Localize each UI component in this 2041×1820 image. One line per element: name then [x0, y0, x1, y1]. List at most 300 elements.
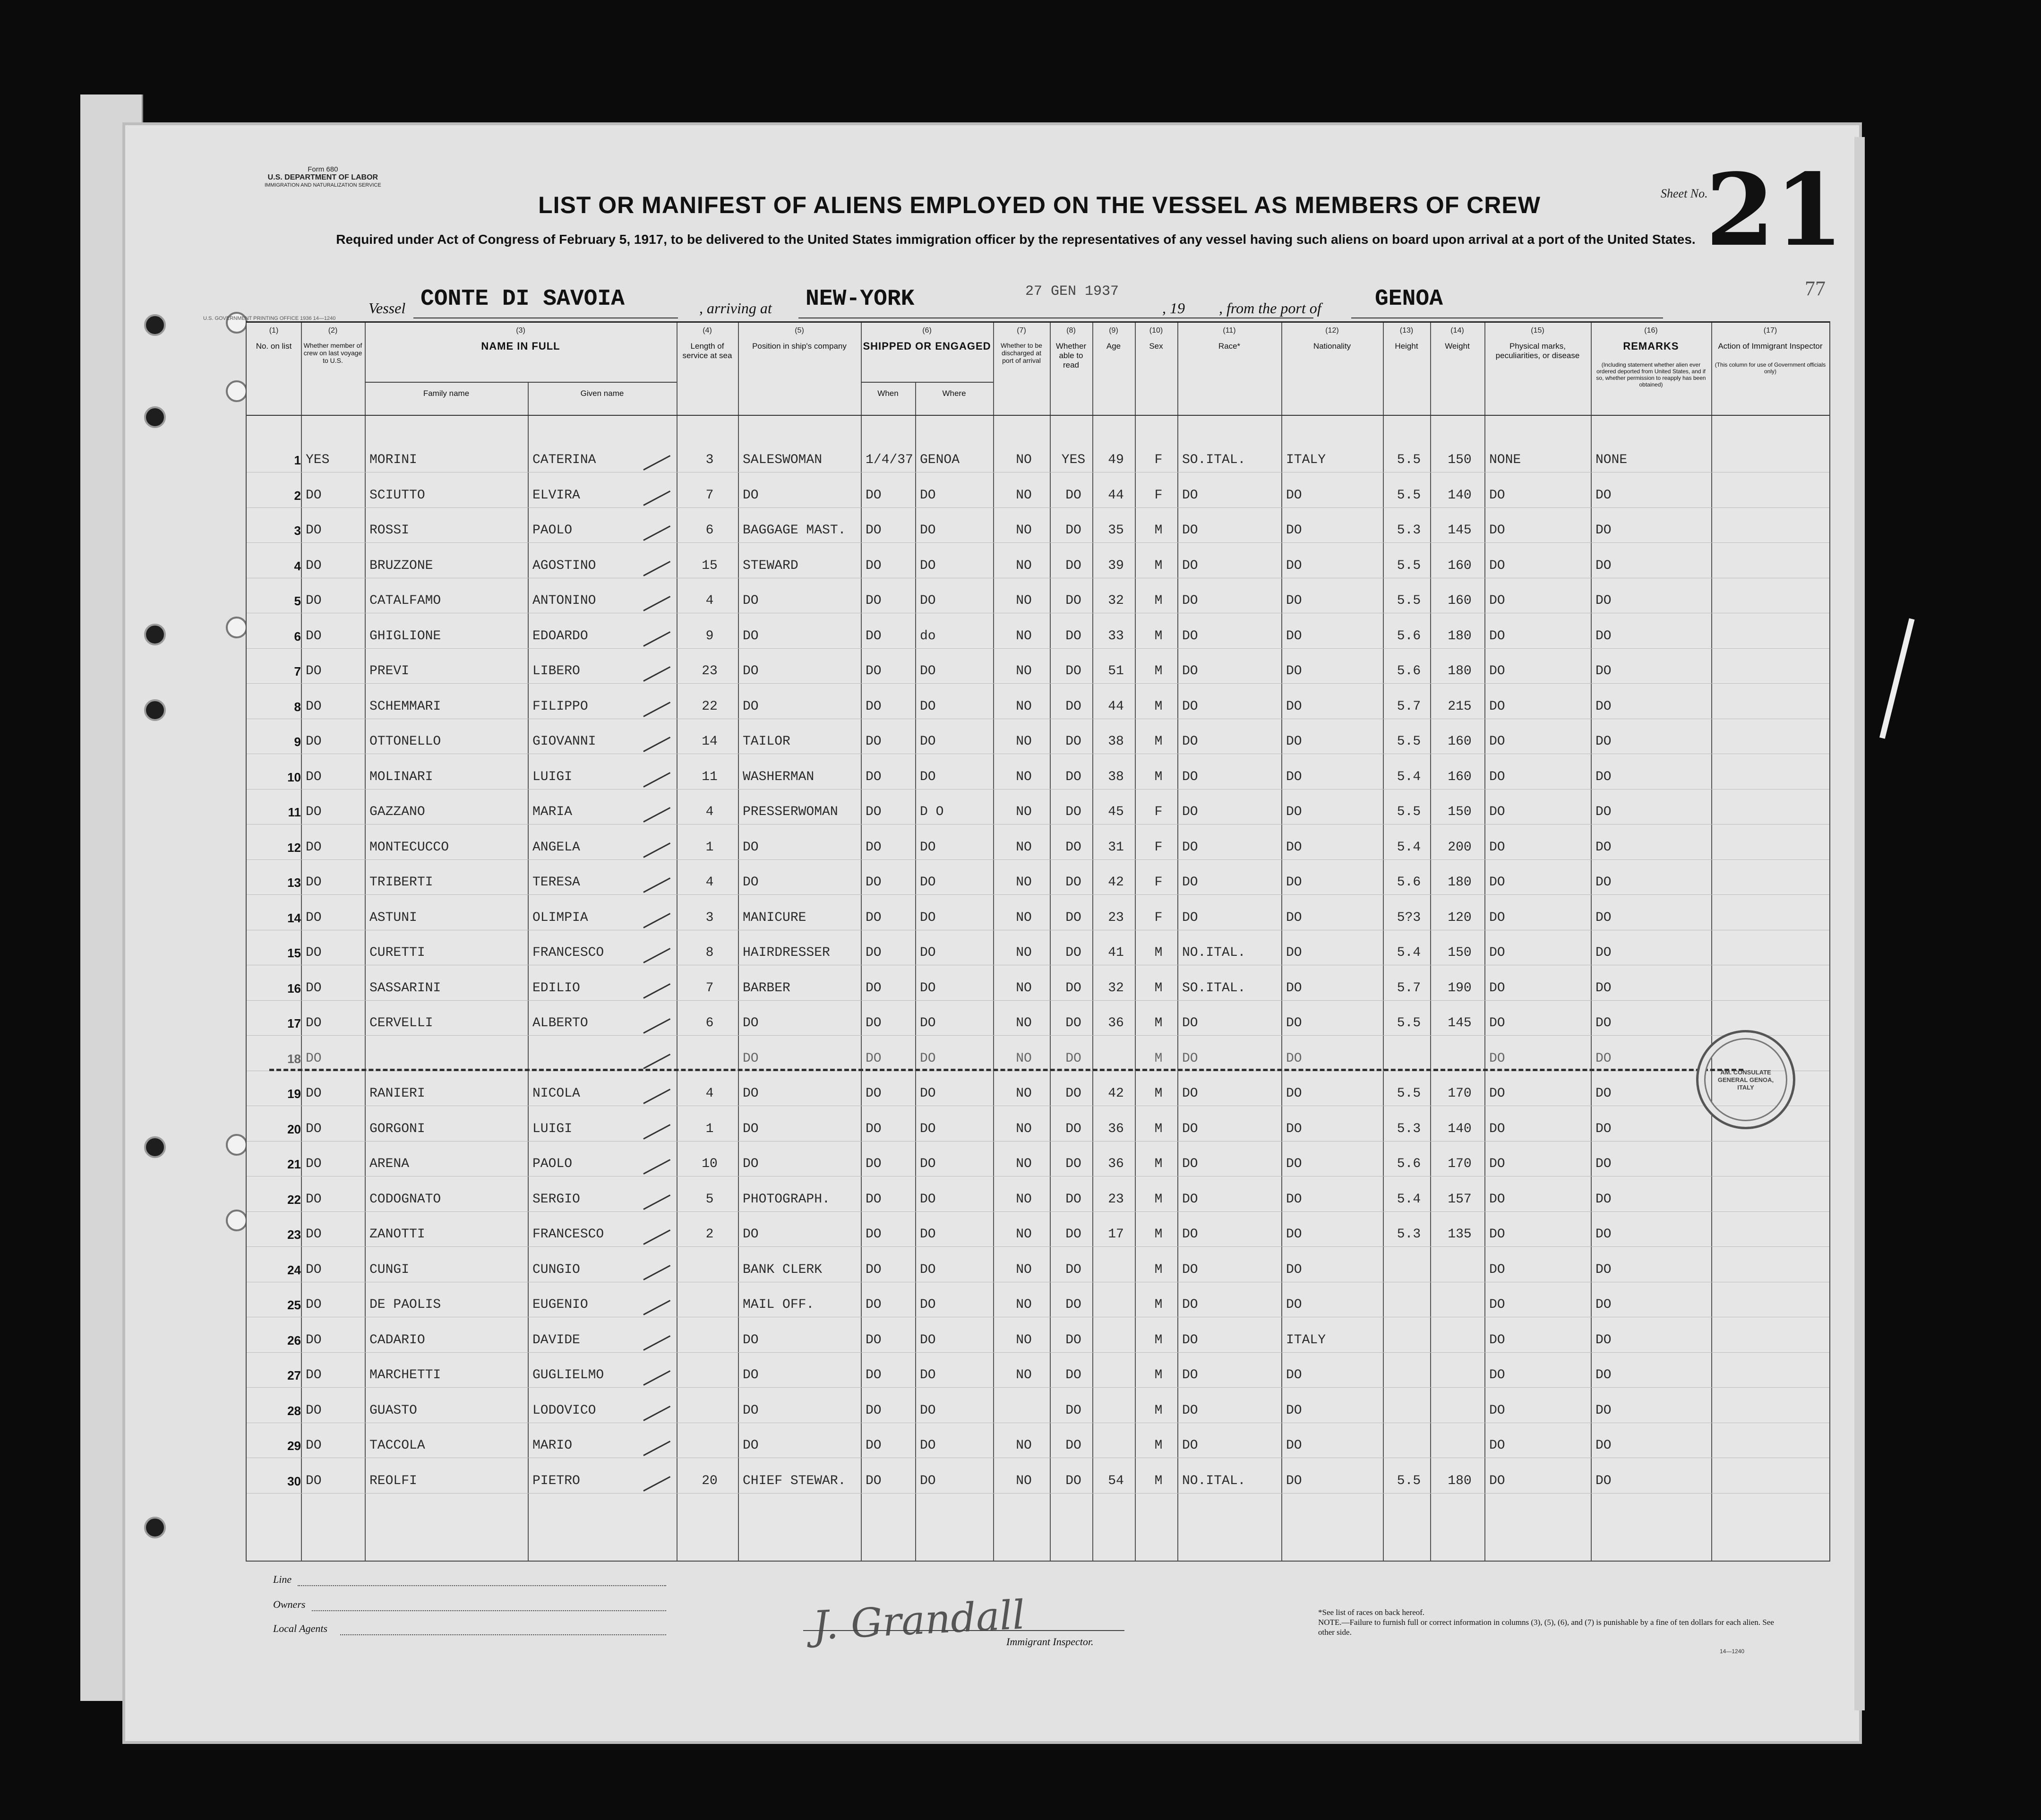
service-length-cell: 4: [705, 805, 714, 819]
family-name-cell: CADARIO: [369, 1333, 425, 1348]
family-name-cell: BRUZZONE: [369, 558, 433, 573]
column-header: Length of service at sea: [682, 342, 732, 360]
family-name-cell: DE PAOLIS: [369, 1298, 441, 1312]
row-rule: [247, 1211, 1829, 1212]
shipped-where-cell: GENOA: [920, 453, 960, 467]
bureau-name: IMMIGRATION AND NATURALIZATION SERVICE: [265, 182, 381, 188]
sex-cell: M: [1154, 1122, 1163, 1136]
race-cell: DO: [1182, 664, 1198, 678]
nationality-cell: DO: [1286, 488, 1302, 503]
sub-column-divider: [528, 382, 529, 1561]
shipped-when-cell: DO: [866, 1333, 882, 1348]
age-cell: 38: [1108, 770, 1124, 784]
column-divider: [1591, 323, 1592, 1561]
shipped-where-cell: DO: [920, 558, 936, 573]
arriving-port: NEW-YORK: [806, 286, 915, 312]
family-name-cell: RANIERI: [369, 1087, 425, 1101]
family-name-cell: MARCHETTI: [369, 1368, 441, 1382]
discharged-cell: NO: [1016, 1051, 1032, 1066]
shipped-when-cell: 1/4/37: [866, 453, 913, 467]
physical-marks-cell: DO: [1489, 1403, 1505, 1418]
last-voyage-cell: DO: [306, 1228, 322, 1242]
nationality-cell: DO: [1286, 1157, 1302, 1171]
shipped-where-cell: do: [920, 629, 936, 644]
sex-cell: M: [1154, 1439, 1163, 1453]
document-subtitle: Required under Act of Congress of February 5, 1917, to be delivered to the United States immigration officer by the representatives of any vessel having such aliens on board upon arrival at a port of the United States.: [336, 232, 1696, 247]
sex-cell: M: [1154, 1368, 1163, 1382]
sex-cell: M: [1154, 735, 1163, 749]
position-cell: SALESWOMAN: [743, 453, 823, 467]
sub-column-header: Given name: [580, 389, 624, 398]
shipped-when-cell: DO: [866, 1087, 882, 1101]
race-cell: DO: [1182, 1192, 1198, 1207]
last-voyage-cell: DO: [306, 1122, 322, 1136]
row-rule: [247, 894, 1829, 895]
discharged-cell: NO: [1016, 1157, 1032, 1171]
height-cell: 5.5: [1397, 594, 1421, 608]
given-name-cell: PAOLO: [532, 524, 573, 538]
service-length-cell: 11: [702, 770, 718, 784]
able-to-read-cell: DO: [1065, 1403, 1081, 1418]
sex-cell: M: [1154, 1403, 1163, 1418]
line-field[interactable]: [298, 1585, 666, 1586]
form-number: Form 680: [308, 165, 338, 173]
family-name-cell: MORINI: [369, 453, 417, 467]
race-cell: DO: [1182, 1439, 1198, 1453]
family-name-cell: ASTUNI: [369, 910, 417, 925]
height-cell: 5.3: [1397, 1122, 1421, 1136]
row-rule: [247, 648, 1829, 649]
remarks-cell: DO: [1595, 699, 1612, 714]
height-cell: 5.3: [1397, 524, 1421, 538]
shipped-when-cell: DO: [866, 735, 882, 749]
race-cell: DO: [1182, 629, 1198, 644]
able-to-read-cell: DO: [1065, 1298, 1081, 1312]
weight-cell: 145: [1448, 524, 1472, 538]
discharged-cell: NO: [1016, 1122, 1032, 1136]
able-to-read-cell: DO: [1065, 1192, 1081, 1207]
race-cell: DO: [1182, 1228, 1198, 1242]
height-cell: 5.4: [1397, 1192, 1421, 1207]
nationality-cell: DO: [1286, 840, 1302, 855]
sex-cell: M: [1154, 629, 1163, 644]
column-number: (13): [1399, 326, 1414, 335]
sex-cell: M: [1154, 699, 1163, 714]
age-cell: 45: [1108, 805, 1124, 819]
position-cell: BARBER: [743, 981, 790, 996]
able-to-read-cell: DO: [1065, 910, 1081, 925]
height-cell: 5.4: [1397, 840, 1421, 855]
nationality-cell: DO: [1286, 629, 1302, 644]
remarks-cell: DO: [1595, 524, 1612, 538]
race-cell: DO: [1182, 699, 1198, 714]
row-number: 17: [287, 1016, 301, 1030]
given-name-cell: SERGIO: [532, 1192, 580, 1207]
shipped-when-cell: DO: [866, 1051, 882, 1066]
position-cell: DO: [743, 1087, 759, 1101]
row-number: 22: [287, 1192, 301, 1207]
physical-marks-cell: DO: [1489, 1474, 1505, 1488]
family-name-cell: PREVI: [369, 664, 410, 678]
last-voyage-cell: DO: [306, 946, 322, 960]
sex-cell: M: [1154, 981, 1163, 996]
sex-cell: M: [1154, 1016, 1163, 1030]
arrival-date-stamp: 27 GEN 1937: [1025, 283, 1119, 300]
remarks-cell: DO: [1595, 1192, 1612, 1207]
row-number: 6: [294, 629, 301, 644]
row-number: 4: [294, 558, 301, 573]
race-cell: DO: [1182, 1051, 1198, 1066]
family-name-cell: GAZZANO: [369, 805, 425, 819]
binder-hole: [144, 406, 166, 428]
service-length-cell: 1: [705, 840, 714, 855]
position-cell: STEWARD: [743, 558, 798, 573]
age-cell: 44: [1108, 488, 1124, 503]
family-name-cell: CERVELLI: [369, 1016, 433, 1030]
column-number: (12): [1325, 326, 1339, 335]
shipped-when-cell: DO: [866, 1439, 882, 1453]
last-voyage-cell: DO: [306, 840, 322, 855]
given-name-cell: LUIGI: [532, 1122, 573, 1136]
physical-marks-cell: DO: [1489, 1228, 1505, 1242]
remarks-cell: DO: [1595, 946, 1612, 960]
remarks-cell: DO: [1595, 594, 1612, 608]
shipped-when-cell: DO: [866, 876, 882, 890]
discharged-cell: NO: [1016, 1087, 1032, 1101]
nationality-cell: DO: [1286, 910, 1302, 925]
given-name-cell: MARIA: [532, 805, 573, 819]
column-header: No. on list: [256, 342, 292, 351]
arriving-label: , arriving at: [699, 300, 772, 317]
inspector-signature: J. Grandall: [811, 1591, 1026, 1649]
row-number: 9: [294, 735, 301, 749]
page-mark: 77: [1805, 277, 1826, 300]
race-cell: DO: [1182, 1016, 1198, 1030]
weight-cell: 145: [1448, 1016, 1472, 1030]
discharged-cell: NO: [1016, 1474, 1032, 1488]
sheet-number: 21: [1706, 152, 1844, 268]
able-to-read-cell: DO: [1065, 1016, 1081, 1030]
shipped-when-cell: DO: [866, 1228, 882, 1242]
shipped-where-cell: DO: [920, 876, 936, 890]
position-cell: MAIL OFF.: [743, 1298, 815, 1312]
remarks-cell: DO: [1595, 981, 1612, 996]
nationality-cell: DO: [1286, 770, 1302, 784]
sex-cell: M: [1154, 1051, 1163, 1066]
physical-marks-cell: DO: [1489, 1439, 1505, 1453]
from-port: GENOA: [1375, 286, 1443, 312]
given-name-cell: TERESA: [532, 876, 580, 890]
last-voyage-cell: DO: [306, 558, 322, 573]
column-header: REMARKS: [1623, 340, 1679, 352]
physical-marks-cell: DO: [1489, 1192, 1505, 1207]
crew-manifest-table: [246, 321, 1830, 1562]
shipped-where-cell: DO: [920, 524, 936, 538]
service-length-cell: 14: [702, 735, 718, 749]
position-cell: DO: [743, 1228, 759, 1242]
last-voyage-cell: DO: [306, 981, 322, 996]
shipped-where-cell: DO: [920, 735, 936, 749]
last-voyage-cell: DO: [306, 1192, 322, 1207]
last-voyage-cell: DO: [306, 524, 322, 538]
sex-cell: F: [1154, 876, 1163, 890]
row-number: 5: [294, 594, 301, 608]
discharged-cell: NO: [1016, 664, 1032, 678]
nationality-cell: DO: [1286, 1122, 1302, 1136]
last-voyage-cell: DO: [306, 770, 322, 784]
nationality-cell: DO: [1286, 805, 1302, 819]
row-number: 25: [287, 1298, 301, 1312]
column-number: (16): [1644, 326, 1658, 335]
column-divider: [1050, 323, 1051, 1561]
able-to-read-cell: DO: [1065, 1474, 1081, 1488]
sex-cell: M: [1154, 770, 1163, 784]
row-number: 2: [294, 488, 301, 503]
age-cell: 17: [1108, 1228, 1124, 1242]
service-length-cell: 20: [702, 1474, 718, 1488]
strike-through-line: [269, 1069, 1743, 1071]
height-cell: 5.4: [1397, 770, 1421, 784]
race-cell: DO: [1182, 594, 1198, 608]
column-number: (8): [1066, 326, 1076, 335]
row-rule: [247, 1141, 1829, 1142]
remarks-cell: DO: [1595, 910, 1612, 925]
column-number: (5): [795, 326, 804, 335]
discharged-cell: NO: [1016, 910, 1032, 925]
remarks-cell: DO: [1595, 1051, 1612, 1066]
able-to-read-cell: DO: [1065, 699, 1081, 714]
family-name-cell: TRIBERTI: [369, 876, 433, 890]
position-cell: DO: [743, 1333, 759, 1348]
discharged-cell: NO: [1016, 1333, 1032, 1348]
column-divider: [1383, 323, 1384, 1561]
service-length-cell: 3: [705, 910, 714, 925]
row-rule: [247, 1000, 1829, 1001]
race-cell: DO: [1182, 1087, 1198, 1101]
remarks-cell: DO: [1595, 1087, 1612, 1101]
able-to-read-cell: DO: [1065, 1122, 1081, 1136]
sex-cell: M: [1154, 1228, 1163, 1242]
physical-marks-cell: DO: [1489, 1157, 1505, 1171]
given-name-cell: FRANCESCO: [532, 1228, 604, 1242]
nationality-cell: DO: [1286, 524, 1302, 538]
sex-cell: F: [1154, 805, 1163, 819]
sex-cell: M: [1154, 664, 1163, 678]
age-cell: 31: [1108, 840, 1124, 855]
binder-hole: [226, 1210, 248, 1231]
column-header: SHIPPED OR ENGAGED: [863, 340, 991, 352]
family-name-cell: MONTECUCCO: [369, 840, 449, 855]
service-length-cell: 4: [705, 1087, 714, 1101]
given-name-cell: ANGELA: [532, 840, 580, 855]
sheet-label: Sheet No.: [1661, 187, 1708, 200]
nationality-cell: DO: [1286, 1368, 1302, 1382]
column-number: (11): [1223, 326, 1236, 335]
column-divider: [1430, 323, 1431, 1561]
position-cell: HAIRDRESSER: [743, 946, 830, 960]
given-name-cell: EUGENIO: [532, 1298, 588, 1312]
column-number: (9): [1109, 326, 1118, 335]
family-name-cell: ROSSI: [369, 524, 410, 538]
column-number: (17): [1763, 326, 1777, 335]
given-name-cell: ALBERTO: [532, 1016, 588, 1030]
column-number: (3): [516, 326, 525, 335]
department-name: U.S. DEPARTMENT OF LABOR: [267, 173, 378, 181]
family-name-cell: TACCOLA: [369, 1439, 425, 1453]
binder-hole: [144, 1136, 166, 1158]
height-cell: 5.5: [1397, 488, 1421, 503]
column-divider: [1711, 323, 1712, 1561]
shipped-when-cell: DO: [866, 488, 882, 503]
last-voyage-cell: DO: [306, 1157, 322, 1171]
row-number: 12: [287, 840, 301, 855]
position-cell: MANICURE: [743, 910, 806, 925]
race-cell: DO: [1182, 1157, 1198, 1171]
race-cell: DO: [1182, 805, 1198, 819]
local-agents-field[interactable]: [340, 1634, 666, 1635]
nationality-cell: ITALY: [1286, 453, 1326, 467]
sex-cell: M: [1154, 524, 1163, 538]
discharged-cell: NO: [1016, 1016, 1032, 1030]
weight-cell: 120: [1448, 910, 1472, 925]
last-voyage-cell: DO: [306, 1474, 322, 1488]
remarks-cell: NONE: [1595, 453, 1628, 467]
shipped-when-cell: DO: [866, 629, 882, 644]
race-cell: SO.ITAL.: [1182, 453, 1246, 467]
remarks-cell: DO: [1595, 1122, 1612, 1136]
able-to-read-cell: DO: [1065, 1051, 1081, 1066]
discharged-cell: NO: [1016, 1228, 1032, 1242]
age-cell: 42: [1108, 876, 1124, 890]
row-number: 30: [287, 1474, 301, 1488]
service-length-cell: 7: [705, 981, 714, 996]
vessel-info-line: [369, 283, 1691, 321]
discharged-cell: NO: [1016, 840, 1032, 855]
shipped-where-cell: DO: [920, 770, 936, 784]
weight-cell: 190: [1448, 981, 1472, 996]
column-number: (6): [922, 326, 932, 335]
family-name-cell: CUNGI: [369, 1262, 410, 1277]
last-voyage-cell: DO: [306, 664, 322, 678]
age-cell: 49: [1108, 453, 1124, 467]
given-name-cell: GIOVANNI: [532, 735, 596, 749]
physical-marks-cell: DO: [1489, 629, 1505, 644]
row-rule: [247, 859, 1829, 860]
shipped-when-cell: DO: [866, 840, 882, 855]
remarks-cell: DO: [1595, 805, 1612, 819]
shipped-when-cell: DO: [866, 1157, 882, 1171]
physical-marks-cell: DO: [1489, 1087, 1505, 1101]
last-voyage-cell: DO: [306, 594, 322, 608]
weight-cell: 160: [1448, 735, 1472, 749]
physical-marks-cell: DO: [1489, 558, 1505, 573]
race-cell: DO: [1182, 1333, 1198, 1348]
remarks-cell: DO: [1595, 1228, 1612, 1242]
physical-marks-cell: DO: [1489, 805, 1505, 819]
discharged-cell: NO: [1016, 558, 1032, 573]
shipped-where-cell: D O: [920, 805, 944, 819]
position-cell: DO: [743, 629, 759, 644]
column-number: (10): [1149, 326, 1163, 335]
sex-cell: M: [1154, 1192, 1163, 1207]
shipped-when-cell: DO: [866, 699, 882, 714]
column-header: Race*: [1218, 342, 1241, 351]
given-name-cell: PAOLO: [532, 1157, 573, 1171]
shipped-when-cell: DO: [866, 770, 882, 784]
physical-marks-cell: DO: [1489, 735, 1505, 749]
family-name-cell: OTTONELLO: [369, 735, 441, 749]
last-voyage-cell: DO: [306, 1368, 322, 1382]
service-length-cell: 15: [702, 558, 718, 573]
nationality-cell: DO: [1286, 946, 1302, 960]
race-cell: DO: [1182, 1262, 1198, 1277]
column-divider: [1135, 323, 1136, 1561]
physical-marks-cell: DO: [1489, 1368, 1505, 1382]
column-header: Physical marks, peculiarities, or disease: [1495, 342, 1580, 360]
column-header: Whether member of crew on last voyage to U.S.: [303, 342, 362, 364]
family-name-cell: REOLFI: [369, 1474, 417, 1488]
shipped-when-cell: DO: [866, 981, 882, 996]
nationality-cell: DO: [1286, 1298, 1302, 1312]
sex-cell: F: [1154, 488, 1163, 503]
remarks-cell: DO: [1595, 1157, 1612, 1171]
column-divider: [365, 323, 366, 1561]
family-name-cell: CURETTI: [369, 946, 425, 960]
row-number: 7: [294, 664, 301, 678]
position-cell: WASHERMAN: [743, 770, 815, 784]
owners-field[interactable]: [312, 1610, 666, 1611]
family-name-cell: ZANOTTI: [369, 1228, 425, 1242]
shipped-where-cell: DO: [920, 981, 936, 996]
row-number: 1: [294, 453, 301, 467]
shipped-where-cell: DO: [920, 1439, 936, 1453]
weight-cell: 140: [1448, 488, 1472, 503]
sex-cell: F: [1154, 453, 1163, 467]
sheet-stack-edge: [1854, 137, 1865, 1710]
race-cell: NO.ITAL.: [1182, 946, 1246, 960]
discharged-cell: NO: [1016, 770, 1032, 784]
shipped-where-cell: DO: [920, 1051, 936, 1066]
discharged-cell: NO: [1016, 735, 1032, 749]
row-rule: [247, 1493, 1829, 1494]
sex-cell: M: [1154, 594, 1163, 608]
discharged-cell: NO: [1016, 699, 1032, 714]
position-cell: DO: [743, 664, 759, 678]
sex-cell: F: [1154, 840, 1163, 855]
last-voyage-cell: DO: [306, 1439, 322, 1453]
row-number: 20: [287, 1122, 301, 1136]
shipped-where-cell: DO: [920, 1368, 936, 1382]
row-rule: [247, 542, 1829, 543]
shipped-where-cell: DO: [920, 1474, 936, 1488]
weight-cell: 200: [1448, 840, 1472, 855]
shipped-when-cell: DO: [866, 1192, 882, 1207]
races-note: *See list of races on back hereof.: [1318, 1608, 1425, 1617]
last-voyage-cell: DO: [306, 1262, 322, 1277]
able-to-read-cell: DO: [1065, 629, 1081, 644]
weight-cell: 140: [1448, 1122, 1472, 1136]
column-divider: [1177, 323, 1178, 1561]
nationality-cell: DO: [1286, 1016, 1302, 1030]
physical-marks-cell: DO: [1489, 488, 1505, 503]
remarks-cell: DO: [1595, 1016, 1612, 1030]
binder-hole: [144, 314, 166, 336]
column-header: Action of Immigrant Inspector: [1718, 342, 1823, 351]
year-label: , 19: [1162, 300, 1185, 317]
height-cell: 5.4: [1397, 946, 1421, 960]
shipped-when-cell: DO: [866, 805, 882, 819]
row-rule: [247, 1352, 1829, 1353]
